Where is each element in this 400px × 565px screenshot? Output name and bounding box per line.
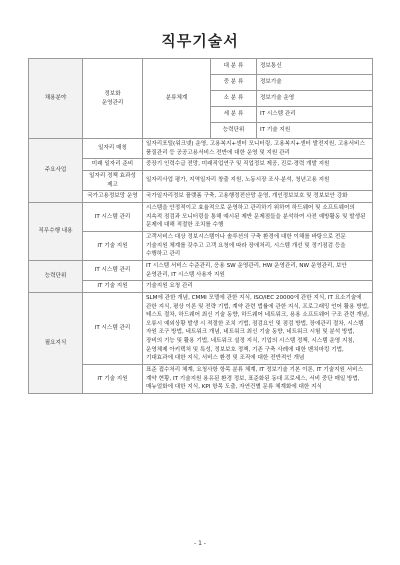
table-row bbox=[29, 202, 373, 231]
job-description-table bbox=[28, 58, 373, 394]
business-value: 일자리포털(워크넷) 운영, 고용복지+센터 모니터링, 고용복지+센터 발전지원, 고용서비스 품질관리 등 공공고용서비스 전반에 대한 운영 및 지원 관리 bbox=[143, 139, 373, 159]
page-number: - 1 - bbox=[194, 540, 206, 547]
duty-label: IT 기술 지원 bbox=[83, 231, 143, 260]
business-label: 일자리 정책 효과성 제고 bbox=[83, 170, 143, 190]
recruit-field-value: 정보화 운영관리 bbox=[83, 59, 143, 139]
section-header-recruit-field: 채용분야 bbox=[29, 59, 83, 139]
section-header-ability: 능력단위 bbox=[29, 260, 83, 292]
classification-value: 정보기술 bbox=[257, 75, 373, 91]
duty-value: 고객서비스 대상 정보시스템이나 솔루션의 구축 환경에 대한 이해를 바탕으로 전문 기술지원 체계를 갖추고 고객 요청에 따라 장애처리, 시스템 개선 및 정기점검 등을 수행하고 관리 bbox=[143, 231, 373, 260]
classification-label: 능력단위 bbox=[211, 123, 257, 139]
section-header-duties: 직무수행 내용 bbox=[29, 202, 83, 260]
ability-value: 기술지원 요청 관리 bbox=[143, 281, 373, 293]
knowledge-label: IT 기술 지원 bbox=[83, 365, 143, 394]
classification-value: 정보통신 bbox=[257, 59, 373, 75]
ability-label: IT 기술 지원 bbox=[83, 281, 143, 293]
table-row bbox=[29, 59, 373, 75]
section-header-knowledge: 필요지식 bbox=[29, 292, 83, 393]
classification-system-label: 분류체계 bbox=[143, 59, 211, 139]
section-header-main-business: 주요사업 bbox=[29, 139, 83, 203]
business-value: 일자리사업 평가, 지역일자리 창출 지원, 노동시장 조사·분석, 청년고용 지원 bbox=[143, 170, 373, 190]
classification-label: 중 분 류 bbox=[211, 75, 257, 91]
classification-value: IT 시스템 관리 bbox=[257, 107, 373, 123]
business-label: 국가고용정보망 운영 bbox=[83, 191, 143, 203]
table-row bbox=[29, 139, 373, 159]
classification-label: 대 분 류 bbox=[211, 59, 257, 75]
ability-label: IT 시스템 관리 bbox=[83, 260, 143, 280]
duty-label: IT 시스템 관리 bbox=[83, 202, 143, 231]
table-row bbox=[29, 260, 373, 280]
knowledge-value: 표준 접수처리 체계, 요청사항 항목 분류 체계, IT 정보기술 기본 이론, IT 기술지원 서비스 계약 현황, IT 기술지원 용유된 환경 정보, 표준화된 동대 프로세스, 서비 중단 매일 방법, 매뉴얼화에 대한 지식, KPI 항목 도출, 자연건별 문류 체계화에 대한 지식 bbox=[143, 365, 373, 394]
classification-label: 세 분 류 bbox=[211, 107, 257, 123]
business-label: 미래 일자리 준비 bbox=[83, 159, 143, 171]
business-value: 중장기 인력수급 전망, 미래직업연구 및 직업정보 제공, 진로·경력 개발 지원 bbox=[143, 159, 373, 171]
knowledge-label: IT 시스템 관리 bbox=[83, 292, 143, 364]
classification-value: 정보기술 운영 bbox=[257, 91, 373, 107]
classification-label: 소 분 류 bbox=[211, 91, 257, 107]
knowledge-value: SLM에 관한 개념, CMMI 모델에 관한 지식, ISO/IEC 20000에 관한 지식, IT 요소기술에 관한 지식, 평상 이론 및 전략 기법, 계약 관련 법률에 관한 지식, 프로그래밍 언어 활용 방법, 테스트 절차, 하드웨어 최신 기술 동향, 하드웨어 네트워크, 용용 소프트웨어 구조 관련 개념, 오류시 예외상황 발생 시 적절한 조치 기법, 점검요인 및 점검 방법, 장애관리 절차, 시스템 자원 조구 방법, 네트워크 개념, 네트워크 최신 기술 동향, 네트워크 시험 및 분석 방법, 장비의 기능 및 활용 기법, 네트워크 설정 지식, 기업의 시스템 정책, 시스템 운영 지침, 운영체제 아키텍처 및 특성, 정보보호 정책, 기존 구축 사례에 대한 벤치마킹 기법, 기대효과에 대한 지식, 서비스 환경 및 조직에 대한 전반적인 개념 bbox=[143, 292, 373, 364]
business-label: 일자리 매칭 bbox=[83, 139, 143, 159]
classification-value: IT 기술 지원 bbox=[257, 123, 373, 139]
duty-value: 시스템을 안정적이고 효율적으로 운영하고 관리하기 위하여 하드웨어 및 소프트웨어의 지속적 점검과 모니터링을 통해 예시된 제반 문제점들을 분석하여 사전 예방활동 및 발생된 문제에 대해 적절한 조치를 수행 bbox=[143, 202, 373, 231]
business-value: 국가일자리정보 플랫폼 구축, 고용행정전산망 운영, 개인정보보호 및 정보보안 강화 bbox=[143, 191, 373, 203]
document-title: 직무기술서 bbox=[161, 32, 239, 50]
table-row bbox=[29, 292, 373, 364]
ability-value: IT 시스템 서비스 수준관리, 응용 SW 운영관리, HW 운영관리, NW 운영관리, 보안 운영관리, IT 시스템 사용자 지원 bbox=[143, 260, 373, 280]
